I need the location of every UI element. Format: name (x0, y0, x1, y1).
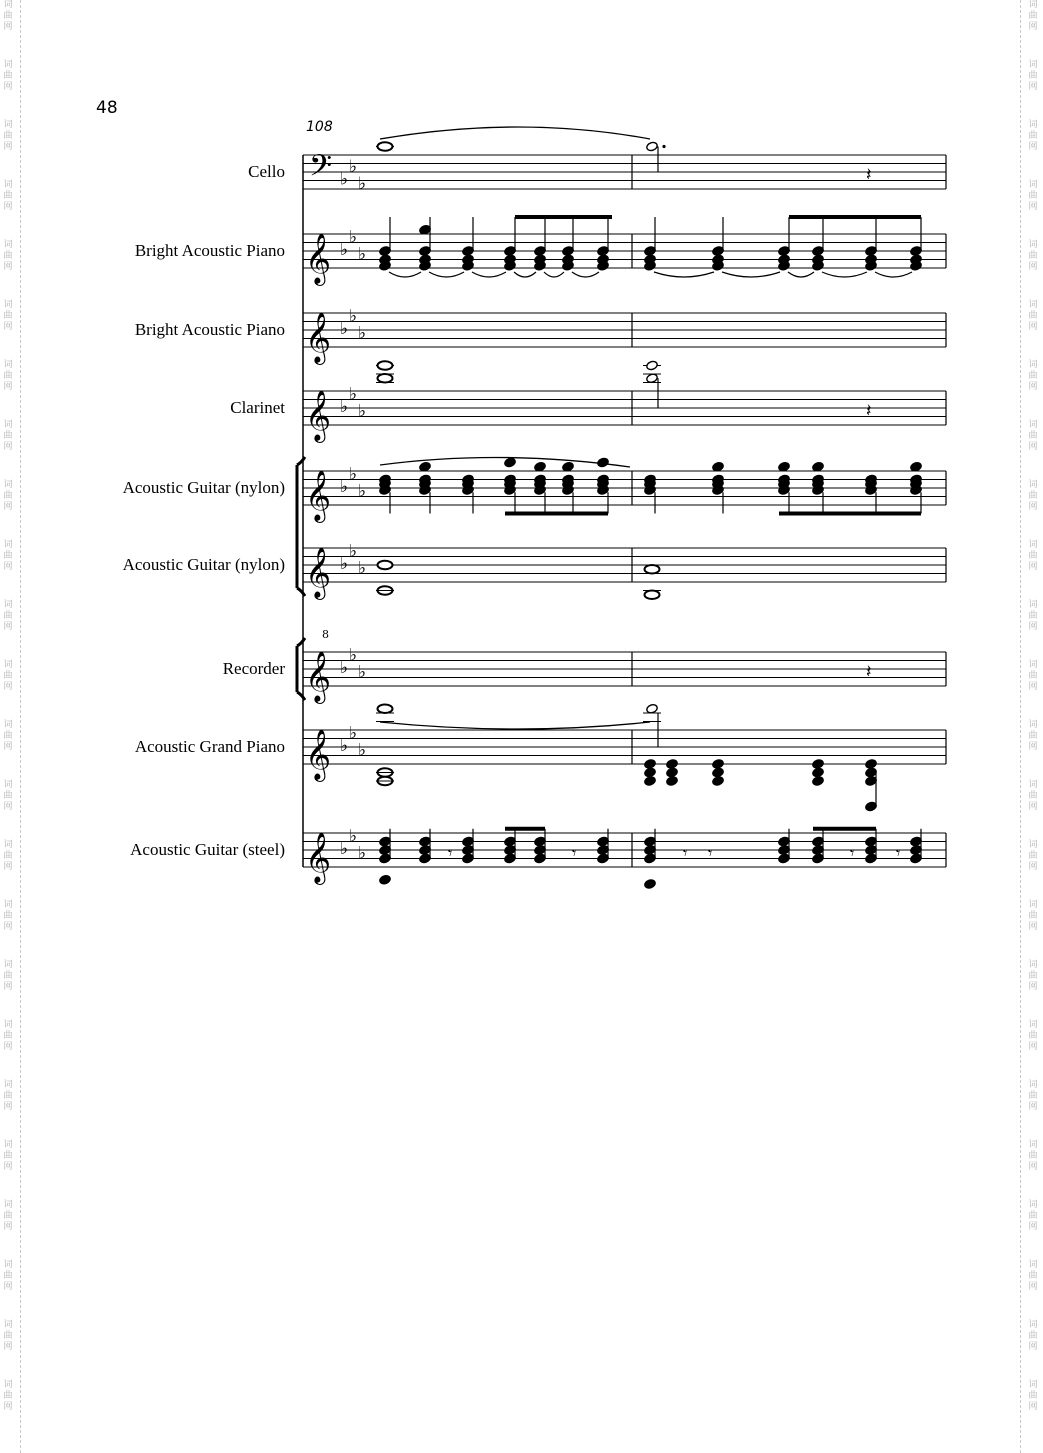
margin-glyph: 词 (3, 660, 13, 670)
margin-glyph: 网 (3, 1342, 13, 1352)
flat-icon: ♭ (340, 554, 349, 574)
flat-icon: ♭ (349, 645, 358, 666)
margin-glyph: 曲 (1028, 611, 1038, 621)
margin-glyph: 词 (3, 480, 13, 490)
flat-icon: ♭ (349, 306, 358, 327)
margin-glyph: 词 (3, 960, 13, 970)
staff-label-clarinet: Clarinet (230, 398, 285, 417)
tie (472, 272, 506, 277)
margin-glyph: 网 (1028, 1042, 1038, 1052)
margin-glyph: 词 (1028, 600, 1038, 610)
notehead (379, 845, 392, 856)
margin-glyph: 网 (1028, 322, 1038, 332)
quarter-rest: 𝄽 (866, 661, 872, 683)
notehead (419, 836, 432, 847)
notehead (534, 836, 547, 847)
tie (514, 272, 536, 277)
margin-glyph: 词 (3, 780, 13, 790)
treble-clef-icon: 𝄞 (305, 832, 332, 884)
flat-icon: ♭ (340, 240, 349, 260)
tie (654, 272, 714, 277)
margin-glyph: 曲 (3, 791, 13, 801)
margin-glyph: 词 (3, 1380, 13, 1390)
margin-glyph: 曲 (3, 1271, 13, 1281)
margin-glyph: 词 (3, 300, 13, 310)
quarter-rest: 𝄽 (866, 400, 872, 422)
margin-glyph: 网 (3, 442, 13, 452)
margin-glyph: 词 (3, 420, 13, 430)
tie (389, 272, 421, 277)
eighth-rest: 𝄾 (683, 843, 688, 863)
whole-note (378, 142, 393, 150)
notehead (646, 360, 659, 371)
notehead (865, 801, 878, 812)
notehead (379, 874, 392, 885)
staff-label-bright-piano-1: Bright Acoustic Piano (134, 241, 285, 260)
notehead (597, 853, 610, 864)
treble-clef-icon: 𝄞 (305, 233, 332, 285)
margin-glyph: 词 (1028, 1200, 1038, 1210)
margin-glyph: 网 (3, 502, 13, 512)
notehead (379, 246, 392, 257)
notehead (644, 853, 657, 864)
margin-glyph: 曲 (3, 1031, 13, 1041)
notehead (597, 246, 610, 257)
margin-glyph: 曲 (3, 1151, 13, 1161)
notehead (812, 246, 825, 257)
margin-glyph: 网 (3, 1282, 13, 1292)
notehead (712, 767, 725, 778)
margin-glyph: 词 (3, 1140, 13, 1150)
notehead (865, 246, 878, 257)
notehead (778, 853, 791, 864)
margin-glyph: 词 (1028, 900, 1038, 910)
staff-bracket (297, 457, 305, 596)
notehead (644, 776, 657, 787)
margin-glyph: 曲 (1028, 11, 1038, 21)
margin-glyph: 网 (3, 982, 13, 992)
staff-label-nylon-guitar-2: Acoustic Guitar (nylon) (122, 555, 285, 574)
margin-glyph: 词 (1028, 1140, 1038, 1150)
notehead (504, 845, 517, 856)
notehead (712, 246, 725, 257)
tie (429, 272, 464, 277)
octave-mark: 8 (322, 628, 329, 641)
notehead (462, 246, 475, 257)
margin-glyph: 网 (3, 1162, 13, 1172)
notehead (562, 246, 575, 257)
margin-glyph: 曲 (3, 551, 13, 561)
notehead (778, 246, 791, 257)
notehead (504, 853, 517, 864)
flat-icon: ♭ (340, 169, 349, 190)
notehead (778, 845, 791, 856)
margin-glyph: 词 (1028, 360, 1038, 370)
margin-glyph: 网 (1028, 1402, 1038, 1412)
notehead (812, 845, 825, 856)
margin-glyph: 词 (3, 1020, 13, 1030)
margin-glyph: 曲 (3, 311, 13, 321)
margin-glyph: 曲 (3, 1211, 13, 1221)
flat-icon: ♭ (349, 826, 358, 847)
margin-glyph: 曲 (1028, 971, 1038, 981)
margin-glyph: 网 (3, 862, 13, 872)
margin-glyph: 词 (3, 1320, 13, 1330)
measure-number: 108 (306, 119, 333, 135)
margin-glyph: 网 (1028, 562, 1038, 572)
flat-icon: ♭ (349, 464, 358, 485)
margin-glyph: 网 (3, 382, 13, 392)
margin-glyph: 词 (1028, 480, 1038, 490)
notehead (379, 836, 392, 847)
margin-glyph: 曲 (1028, 671, 1038, 681)
margin-glyph: 曲 (1028, 431, 1038, 441)
whole-note (378, 374, 393, 382)
margin-glyph: 网 (1028, 1282, 1038, 1292)
notehead (812, 776, 825, 787)
notehead (644, 836, 657, 847)
flat-icon: ♭ (340, 477, 349, 497)
margin-glyph: 词 (1028, 660, 1038, 670)
margin-glyph: 网 (3, 1222, 13, 1232)
notehead (865, 853, 878, 864)
margin-glyph: 曲 (1028, 1331, 1038, 1341)
margin-glyph: 网 (1028, 1342, 1038, 1352)
margin-glyph: 网 (1028, 142, 1038, 152)
notehead (712, 759, 725, 770)
margin-glyph: 网 (3, 322, 13, 332)
notehead (462, 836, 475, 847)
margin-glyph: 网 (3, 22, 13, 32)
margin-glyph: 曲 (1028, 191, 1038, 201)
treble-clef-icon: 𝄞 (305, 390, 332, 442)
margin-glyph: 网 (1028, 922, 1038, 932)
margin-glyph: 词 (1028, 0, 1038, 10)
margin-glyph: 词 (1028, 1320, 1038, 1330)
margin-glyph: 曲 (3, 1091, 13, 1101)
margin-glyph: 曲 (3, 191, 13, 201)
margin-glyph: 网 (1028, 1222, 1038, 1232)
margin-glyph: 曲 (1028, 1091, 1038, 1101)
eighth-rest: 𝄾 (572, 843, 577, 863)
margin-glyph: 网 (3, 622, 13, 632)
notehead (910, 853, 923, 864)
margin-glyph: 网 (3, 1102, 13, 1112)
notehead (812, 767, 825, 778)
notehead (419, 853, 432, 864)
margin-glyph: 网 (3, 202, 13, 212)
margin-glyph: 曲 (1028, 371, 1038, 381)
margin-glyph: 词 (1028, 300, 1038, 310)
notehead (534, 845, 547, 856)
margin-glyph: 词 (3, 900, 13, 910)
margin-glyph: 曲 (1028, 1211, 1038, 1221)
flat-icon: ♭ (358, 843, 367, 864)
notehead (644, 767, 657, 778)
notehead (419, 246, 432, 257)
margin-glyph: 曲 (1028, 731, 1038, 741)
margin-glyph: 词 (1028, 420, 1038, 430)
flat-icon: ♭ (349, 384, 358, 405)
margin-glyph: 词 (1028, 1020, 1038, 1030)
notehead (534, 246, 547, 257)
margin-glyph: 曲 (3, 71, 13, 81)
margin-glyph: 曲 (3, 611, 13, 621)
margin-glyph: 曲 (3, 851, 13, 861)
margin-glyph: 词 (1028, 840, 1038, 850)
flat-icon: ♭ (340, 839, 349, 859)
dot (662, 145, 665, 148)
tie (822, 272, 867, 277)
notehead (865, 759, 878, 770)
margin-glyph: 网 (3, 562, 13, 572)
margin-glyph: 曲 (1028, 71, 1038, 81)
whole-note (378, 361, 393, 369)
flat-icon: ♭ (349, 156, 358, 177)
notehead (666, 759, 679, 770)
margin-glyph: 网 (3, 742, 13, 752)
margin-glyph: 网 (1028, 682, 1038, 692)
treble-clef-icon: 𝄞 (305, 729, 332, 781)
margin-glyph: 词 (3, 120, 13, 130)
margin-glyph: 网 (3, 262, 13, 272)
margin-glyph: 网 (3, 922, 13, 932)
margin-glyph: 曲 (3, 671, 13, 681)
margin-glyph: 网 (1028, 982, 1038, 992)
margin-glyph: 曲 (1028, 1151, 1038, 1161)
notehead (910, 836, 923, 847)
notehead (644, 845, 657, 856)
margin-glyph: 词 (3, 540, 13, 550)
tie (544, 272, 564, 277)
flat-icon: ♭ (358, 244, 367, 265)
margin-glyph: 曲 (1028, 1391, 1038, 1401)
margin-glyph: 曲 (3, 491, 13, 501)
eighth-rest: 𝄾 (708, 843, 713, 863)
margin-glyph: 曲 (3, 731, 13, 741)
staff-label-recorder: Recorder (222, 659, 285, 678)
notehead (812, 836, 825, 847)
margin-glyph: 曲 (1028, 551, 1038, 561)
margin-glyph: 曲 (1028, 311, 1038, 321)
notehead (812, 759, 825, 770)
margin-glyph: 网 (1028, 202, 1038, 212)
margin-glyph: 词 (3, 240, 13, 250)
eighth-rest: 𝄾 (448, 843, 453, 863)
flat-icon: ♭ (358, 558, 367, 579)
notehead (910, 845, 923, 856)
flat-icon: ♭ (349, 723, 358, 744)
notehead (644, 759, 657, 770)
staff-label-bright-piano-2: Bright Acoustic Piano (134, 320, 285, 339)
flat-icon: ♭ (358, 481, 367, 502)
margin-glyph: 词 (1028, 120, 1038, 130)
margin-glyph: 词 (1028, 180, 1038, 190)
notehead (778, 836, 791, 847)
margin-glyph: 词 (3, 0, 13, 10)
margin-glyph: 曲 (1028, 1031, 1038, 1041)
whole-note (378, 705, 393, 713)
whole-note (378, 561, 393, 569)
flat-icon: ♭ (358, 173, 367, 194)
margin-glyph: 网 (3, 1402, 13, 1412)
treble-clef-icon: 𝄞 (305, 312, 332, 364)
whole-note (645, 565, 660, 573)
margin-glyph: 网 (1028, 862, 1038, 872)
notehead (379, 853, 392, 864)
flat-icon: ♭ (340, 736, 349, 756)
notehead (666, 776, 679, 787)
margin-glyph: 词 (1028, 1260, 1038, 1270)
margin-glyph: 曲 (3, 911, 13, 921)
margin-glyph: 曲 (1028, 791, 1038, 801)
flat-icon: ♭ (340, 319, 349, 339)
tie (572, 272, 599, 277)
margin-glyph: 曲 (1028, 851, 1038, 861)
margin-glyph: 词 (1028, 780, 1038, 790)
notehead (504, 836, 517, 847)
notehead (504, 246, 517, 257)
notehead (646, 141, 659, 152)
margin-glyph: 曲 (3, 1391, 13, 1401)
notehead (644, 879, 657, 890)
margin-glyph: 曲 (3, 431, 13, 441)
flat-icon: ♭ (349, 541, 358, 562)
page-number: 48 (96, 98, 118, 118)
margin-glyph: 词 (1028, 60, 1038, 70)
notehead (812, 853, 825, 864)
staff-label-steel-guitar: Acoustic Guitar (steel) (130, 840, 285, 859)
treble-clef-icon: 𝄞 (305, 651, 332, 703)
margin-glyph: 网 (3, 1042, 13, 1052)
flat-icon: ♭ (358, 323, 367, 344)
margin-glyph: 网 (1028, 22, 1038, 32)
margin-glyph: 网 (1028, 442, 1038, 452)
margin-glyph: 网 (1028, 622, 1038, 632)
margin-glyph: 词 (1028, 540, 1038, 550)
bass-clef-icon: 𝄢 (309, 149, 333, 191)
tie (722, 272, 780, 277)
margin-glyph: 词 (1028, 1080, 1038, 1090)
flat-icon: ♭ (358, 401, 367, 422)
notehead (910, 246, 923, 257)
margin-glyph: 词 (3, 60, 13, 70)
notehead (865, 845, 878, 856)
margin-glyph: 曲 (1028, 911, 1038, 921)
margin-glyph: 曲 (3, 1331, 13, 1341)
margin-glyph: 曲 (1028, 1271, 1038, 1281)
margin-glyph: 网 (1028, 262, 1038, 272)
notehead (534, 853, 547, 864)
margin-glyph: 曲 (3, 11, 13, 21)
margin-glyph: 词 (3, 1260, 13, 1270)
margin-glyph: 曲 (3, 131, 13, 141)
margin-glyph: 词 (3, 360, 13, 370)
whole-note (645, 591, 660, 599)
tie (788, 272, 814, 277)
flat-icon: ♭ (358, 662, 367, 683)
margin-glyph: 词 (1028, 720, 1038, 730)
notehead (419, 845, 432, 856)
margin-glyph: 网 (1028, 802, 1038, 812)
margin-glyph: 曲 (1028, 491, 1038, 501)
margin-glyph: 网 (1028, 742, 1038, 752)
notehead (865, 767, 878, 778)
staff-label-nylon-guitar-1: Acoustic Guitar (nylon) (122, 478, 285, 497)
margin-glyph: 网 (1028, 502, 1038, 512)
margin-glyph: 词 (1028, 1380, 1038, 1390)
eighth-rest: 𝄾 (850, 843, 855, 863)
notehead (462, 845, 475, 856)
staff-label-cello: Cello (248, 162, 285, 181)
margin-glyph: 词 (3, 180, 13, 190)
flat-icon: ♭ (349, 227, 358, 248)
margin-glyph: 网 (3, 82, 13, 92)
margin-glyph: 曲 (3, 371, 13, 381)
slur (380, 127, 650, 139)
margin-glyph: 词 (3, 720, 13, 730)
margin-glyph: 网 (3, 802, 13, 812)
eighth-rest: 𝄾 (896, 843, 901, 863)
notehead (865, 836, 878, 847)
margin-glyph: 曲 (1028, 131, 1038, 141)
notehead (504, 457, 517, 468)
margin-glyph: 网 (1028, 1102, 1038, 1112)
margin-glyph: 网 (3, 682, 13, 692)
margin-glyph: 词 (3, 1200, 13, 1210)
margin-glyph: 词 (1028, 240, 1038, 250)
margin-glyph: 词 (3, 840, 13, 850)
margin-glyph: 词 (3, 600, 13, 610)
notehead (865, 776, 878, 787)
margin-glyph: 词 (1028, 960, 1038, 970)
notehead (666, 767, 679, 778)
notehead (597, 836, 610, 847)
quarter-rest: 𝄽 (866, 164, 872, 186)
margin-glyph: 词 (3, 1080, 13, 1090)
notehead (712, 776, 725, 787)
margin-glyph: 曲 (1028, 251, 1038, 261)
tie (875, 272, 912, 277)
margin-glyph: 网 (1028, 82, 1038, 92)
margin-glyph: 曲 (3, 971, 13, 981)
tie (380, 722, 650, 729)
notehead (597, 845, 610, 856)
treble-clef-icon: 𝄞 (305, 547, 332, 599)
margin-glyph: 网 (3, 142, 13, 152)
staff-label-grand-piano: Acoustic Grand Piano (134, 737, 285, 756)
flat-icon: ♭ (340, 658, 349, 678)
treble-clef-icon: 𝄞 (305, 470, 332, 522)
margin-glyph: 网 (1028, 382, 1038, 392)
flat-icon: ♭ (340, 397, 349, 417)
notehead (644, 246, 657, 257)
margin-glyph: 曲 (3, 251, 13, 261)
margin-glyph: 网 (1028, 1162, 1038, 1172)
notehead (462, 853, 475, 864)
flat-icon: ♭ (358, 740, 367, 761)
